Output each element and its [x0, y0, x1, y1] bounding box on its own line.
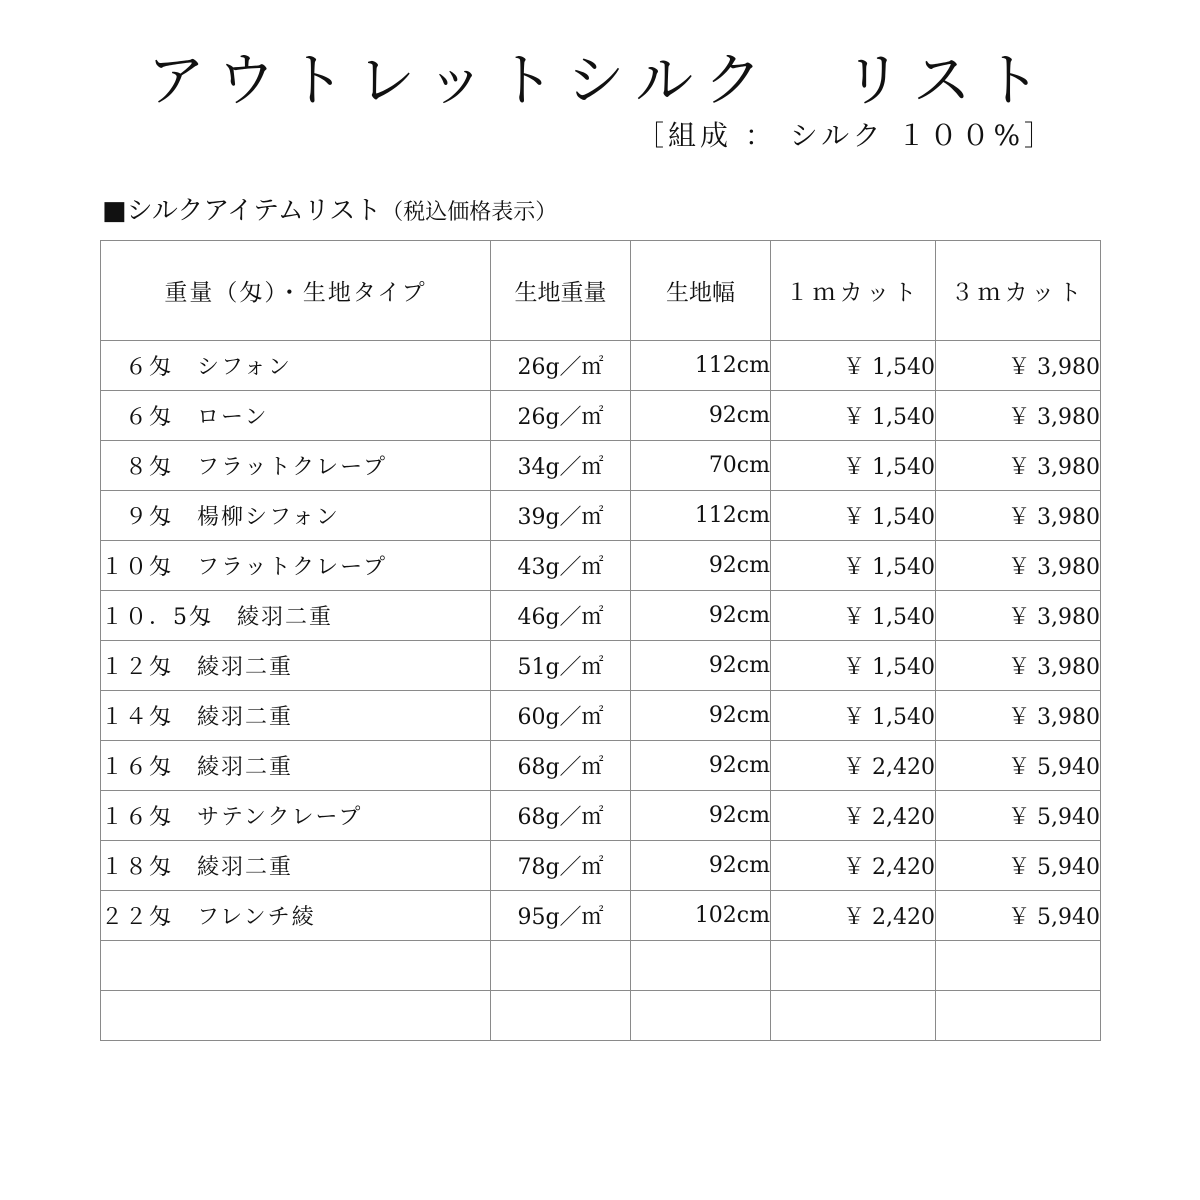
cell-fabric-weight: 68g／㎡	[491, 791, 631, 841]
cell-fabric-width: 92cm	[631, 691, 771, 741]
cell-price-1m: ￥ 2,420	[771, 891, 936, 941]
cell-fabric-weight	[491, 991, 631, 1041]
cell-item-name: １６匁 綾羽二重	[101, 741, 491, 791]
table-row	[101, 891, 1101, 941]
cell-item-name: １４匁 綾羽二重	[101, 691, 491, 741]
cell-price-1m: ￥ 1,540	[771, 591, 936, 641]
cell-price-3m: ￥ 3,980	[936, 691, 1101, 741]
cell-fabric-width: 92cm	[631, 641, 771, 691]
cell-price-1m: ￥ 1,540	[771, 541, 936, 591]
cell-item-name: １８匁 綾羽二重	[101, 841, 491, 891]
composition-subtitle: ［組成 ： シルク １００%］	[636, 119, 1057, 152]
cell-fabric-weight: 51g／㎡	[491, 641, 631, 691]
cell-price-3m: ￥ 5,940	[936, 891, 1101, 941]
table-row	[101, 991, 1101, 1041]
table-row	[101, 841, 1101, 891]
tax-note: （税込価格表示）	[381, 200, 558, 225]
cell-price-3m: ￥ 5,940	[936, 841, 1101, 891]
cell-item-name	[101, 991, 491, 1041]
cell-price-3m	[936, 941, 1101, 991]
cell-price-3m: ￥ 3,980	[936, 341, 1101, 391]
cell-price-1m: ￥ 1,540	[771, 641, 936, 691]
cell-fabric-width: 92cm	[631, 541, 771, 591]
cell-item-name: ８匁 フラットクレープ	[101, 441, 491, 491]
cell-fabric-width: 92cm	[631, 591, 771, 641]
cell-fabric-width: 102cm	[631, 891, 771, 941]
cell-price-3m: ￥ 3,980	[936, 541, 1101, 591]
header-price-1m: １ｍカット	[771, 241, 936, 341]
cell-fabric-weight: 43g／㎡	[491, 541, 631, 591]
cell-item-name	[101, 941, 491, 991]
cell-fabric-weight: 39g／㎡	[491, 491, 631, 541]
cell-fabric-weight: 68g／㎡	[491, 741, 631, 791]
cell-item-name: ６匁 シフォン	[101, 341, 491, 391]
header-price-3m: ３ｍカット	[936, 241, 1101, 341]
cell-fabric-width: 92cm	[631, 391, 771, 441]
cell-price-1m: ￥ 1,540	[771, 341, 936, 391]
header-fabric-width: 生地幅	[631, 241, 771, 341]
cell-price-3m: ￥ 3,980	[936, 491, 1101, 541]
silk-item-table	[100, 240, 1101, 1041]
cell-price-1m: ￥ 2,420	[771, 741, 936, 791]
cell-price-3m: ￥ 3,980	[936, 441, 1101, 491]
cell-price-3m: ￥ 3,980	[936, 641, 1101, 691]
header-fabric-weight: 生地重量	[491, 241, 631, 341]
cell-fabric-width: 92cm	[631, 791, 771, 841]
section-heading	[102, 192, 557, 232]
cell-fabric-weight: 46g／㎡	[491, 591, 631, 641]
cell-price-3m: ￥ 3,980	[936, 591, 1101, 641]
cell-item-name: ６匁 ローン	[101, 391, 491, 441]
cell-fabric-width: 112cm	[631, 341, 771, 391]
table-row	[101, 391, 1101, 441]
cell-fabric-width	[631, 991, 771, 1041]
cell-item-name: １０．5匁 綾羽二重	[101, 591, 491, 641]
cell-item-name: ９匁 楊柳シフォン	[101, 491, 491, 541]
cell-fabric-width	[631, 941, 771, 991]
table-row	[101, 491, 1101, 541]
cell-price-1m: ￥ 1,540	[771, 491, 936, 541]
table-body	[101, 341, 1101, 1041]
table-row	[101, 541, 1101, 591]
cell-price-1m: ￥ 1,540	[771, 441, 936, 491]
cell-fabric-weight: 34g／㎡	[491, 441, 631, 491]
cell-fabric-weight: 26g／㎡	[491, 391, 631, 441]
cell-fabric-weight	[491, 941, 631, 991]
cell-fabric-width: 92cm	[631, 841, 771, 891]
cell-item-name: ２２匁 フレンチ綾	[101, 891, 491, 941]
cell-price-1m: ￥ 2,420	[771, 791, 936, 841]
cell-fabric-weight: 60g／㎡	[491, 691, 631, 741]
cell-price-1m: ￥ 2,420	[771, 841, 936, 891]
table-row	[101, 791, 1101, 841]
table-row	[101, 691, 1101, 741]
table-row	[101, 741, 1101, 791]
table-header-row	[101, 241, 1101, 341]
table-row	[101, 441, 1101, 491]
cell-price-1m: ￥ 1,540	[771, 691, 936, 741]
table-row	[101, 591, 1101, 641]
cell-item-name: １０匁 フラットクレープ	[101, 541, 491, 591]
cell-price-3m: ￥ 3,980	[936, 391, 1101, 441]
cell-item-name: １２匁 綾羽二重	[101, 641, 491, 691]
cell-price-3m	[936, 991, 1101, 1041]
cell-price-1m: ￥ 1,540	[771, 391, 936, 441]
cell-fabric-weight: 78g／㎡	[491, 841, 631, 891]
cell-fabric-width: 112cm	[631, 491, 771, 541]
table-row	[101, 641, 1101, 691]
header-weight-type: 重量（匁）・生地タイプ	[101, 241, 491, 341]
cell-price-3m: ￥ 5,940	[936, 741, 1101, 791]
section-heading-label: ■シルクアイテムリスト	[102, 196, 382, 226]
page-title: アウトレットシルク リスト	[147, 46, 1053, 114]
cell-price-1m	[771, 991, 936, 1041]
cell-fabric-weight: 26g／㎡	[491, 341, 631, 391]
cell-price-3m: ￥ 5,940	[936, 791, 1101, 841]
cell-price-1m	[771, 941, 936, 991]
table-row	[101, 941, 1101, 991]
cell-fabric-width: 70cm	[631, 441, 771, 491]
cell-item-name: １６匁 サテンクレープ	[101, 791, 491, 841]
cell-fabric-weight: 95g／㎡	[491, 891, 631, 941]
table-row	[101, 341, 1101, 391]
cell-fabric-width: 92cm	[631, 741, 771, 791]
